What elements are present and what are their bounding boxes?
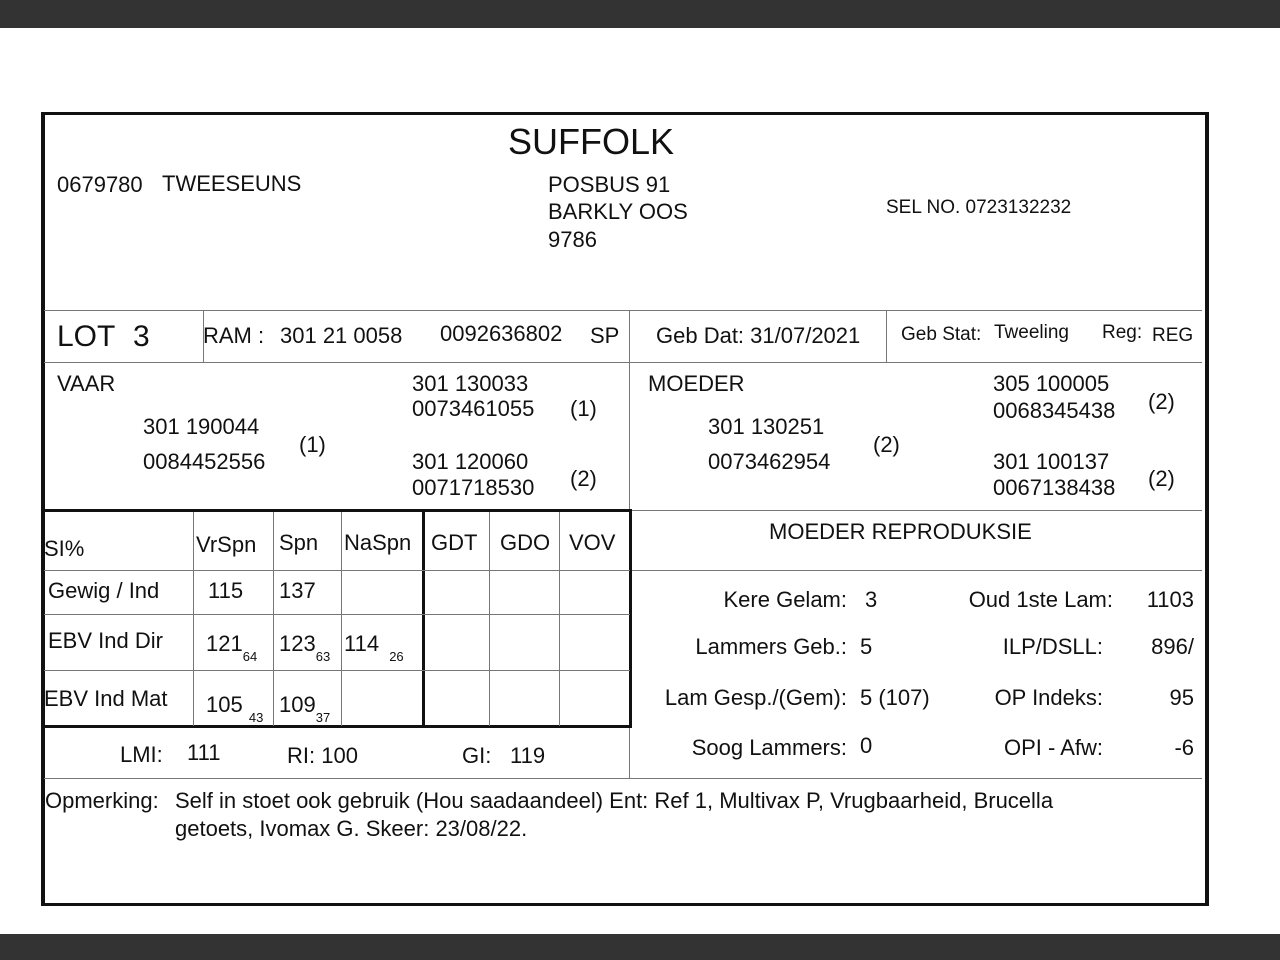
lot-label: LOT	[57, 320, 116, 353]
col-header-gdt: GDT	[431, 530, 478, 555]
divider-lot	[44, 362, 1202, 363]
vaar-sire-reg: 0073461055	[412, 396, 535, 421]
divider-header	[44, 310, 1202, 311]
opi-value: -6	[1174, 735, 1194, 760]
kere-value: 3	[865, 587, 878, 612]
vaar-dam-reg: 0071718530	[412, 475, 535, 500]
ram-label: RAM :	[203, 323, 265, 348]
reg-label: Reg:	[1102, 322, 1143, 343]
ri-value: RI: 100	[287, 743, 358, 768]
moeder-count: (2)	[873, 432, 900, 457]
gesp-label: Lam Gesp./(Gem):	[664, 685, 847, 710]
address-line-2: BARKLY OOS	[548, 199, 688, 224]
moeder-sire-count: (2)	[1148, 389, 1175, 414]
si-table-top	[44, 509, 632, 512]
bottom-dark-bar	[0, 934, 1280, 960]
ebv-mat-spn: $109_{37}$	[279, 692, 331, 725]
soog-value: 0	[860, 733, 873, 758]
remark-label: Opmerking:	[45, 788, 159, 813]
moeder-sire-reg: 0068345438	[993, 398, 1116, 423]
ebv-dir-spn: $123_{63}$	[279, 631, 331, 664]
ram-reg: 0092636802	[440, 321, 563, 346]
gi-label: GI:	[462, 743, 492, 768]
vaar-sire-id: 301 130033	[412, 371, 529, 396]
geb-dat: Geb Dat: 31/07/2021	[656, 323, 861, 348]
si-row-line-3	[44, 670, 630, 671]
si-corner-label: SI%	[44, 536, 85, 561]
row-label-ebv-dir: EBV Ind Dir	[48, 628, 163, 653]
op-value: 95	[1169, 685, 1194, 710]
remark-line-1: Self in stoet ook gebruik (Hou saadaandeel) Ent: Ref 1, Multivax P, Vrugbaarheid, Brucella	[175, 788, 1054, 813]
oud-label: Oud 1ste Lam:	[968, 587, 1113, 612]
divider-geb	[886, 310, 887, 362]
si-col-line-5	[559, 512, 560, 726]
soog-label: Soog Lammers:	[691, 735, 847, 760]
moeder-id: 301 130251	[708, 414, 825, 439]
geb-stat-value: Tweeling	[994, 322, 1069, 343]
address-line-3: 9786	[548, 227, 597, 252]
vaar-sire-count: (1)	[570, 396, 597, 421]
ebv-dir-naspn: 114 $_{26}$	[344, 631, 404, 664]
vaar-label: VAAR	[57, 371, 116, 396]
lmi-value: 111	[187, 740, 221, 765]
si-col-line-4	[489, 512, 490, 726]
sel-no: SEL NO. 0723132232	[886, 197, 1072, 218]
ram-class: SP	[590, 323, 620, 348]
gesp-value: 5 (107)	[860, 685, 930, 710]
geb-stat-label: Geb Stat:	[901, 324, 982, 345]
si-row-line-1	[44, 570, 630, 571]
divider-remark	[44, 778, 1202, 779]
si-table-right	[629, 510, 632, 727]
lot-number: 3	[133, 320, 150, 353]
lammers-value: 5	[860, 634, 873, 659]
col-header-vov: VOV	[569, 530, 616, 555]
owner-name: TWEESEUNS	[162, 171, 302, 196]
col-header-gdo: GDO	[500, 530, 551, 555]
si-table-bottom	[44, 725, 632, 728]
moeder-dam-id: 301 100137	[993, 449, 1110, 474]
moeder-sire-id: 305 100005	[993, 371, 1110, 396]
address-line-1: POSBUS 91	[548, 172, 671, 197]
remark-line-2: getoets, Ivomax G. Skeer: 23/08/22.	[175, 816, 528, 841]
top-dark-bar	[0, 0, 1280, 28]
vaar-count: (1)	[299, 432, 326, 457]
si-col-line-3	[341, 512, 342, 726]
op-label: OP Indeks:	[994, 685, 1103, 710]
row-label-gewig: Gewig / Ind	[48, 578, 160, 603]
si-col-line-1	[193, 512, 194, 726]
vaar-id: 301 190044	[143, 414, 260, 439]
col-header-naspn: NaSpn	[344, 530, 412, 555]
ilp-label: ILP/DSLL:	[1002, 634, 1103, 659]
kere-label: Kere Gelam:	[723, 587, 847, 612]
row-label-ebv-mat: EBV Ind Mat	[44, 686, 168, 711]
vaar-dam-count: (2)	[570, 466, 597, 491]
reg-value: REG	[1152, 325, 1194, 346]
ebv-dir-vrspn: $121_{64}$	[206, 631, 258, 664]
moeder-reg: 0073462954	[708, 449, 831, 474]
moeder-dam-reg: 0067138438	[993, 475, 1116, 500]
gi-value: 119	[510, 743, 546, 768]
divider-repro-top	[631, 510, 1202, 511]
moeder-label: MOEDER	[648, 371, 745, 396]
ram-number: 301 21 0058	[280, 323, 403, 348]
moeder-dam-count: (2)	[1148, 466, 1175, 491]
breed-title: SUFFOLK	[508, 121, 675, 162]
col-header-spn: Spn	[279, 530, 319, 555]
vaar-dam-id: 301 120060	[412, 449, 529, 474]
gewig-spn: 137	[279, 578, 316, 603]
si-col-line-2	[273, 512, 274, 726]
divider-repro-title	[631, 570, 1202, 571]
col-header-vrspn: VrSpn	[196, 532, 257, 557]
lmi-label: LMI:	[120, 742, 163, 767]
ilp-value: 896/	[1151, 634, 1194, 659]
opi-label: OPI - Afw:	[1003, 735, 1103, 760]
ebv-mat-vrspn: 105 $_{43}$	[206, 692, 264, 725]
lammers-label: Lammers Geb.:	[695, 634, 847, 659]
si-row-line-2	[44, 614, 630, 615]
gewig-vrspn: 115	[208, 578, 244, 603]
owner-code: 0679780	[57, 172, 143, 197]
si-table-split	[422, 510, 425, 727]
repro-title: MOEDER REPRODUKSIE	[769, 519, 1032, 544]
vaar-reg: 0084452556	[143, 449, 266, 474]
oud-value: 1103	[1146, 587, 1194, 612]
